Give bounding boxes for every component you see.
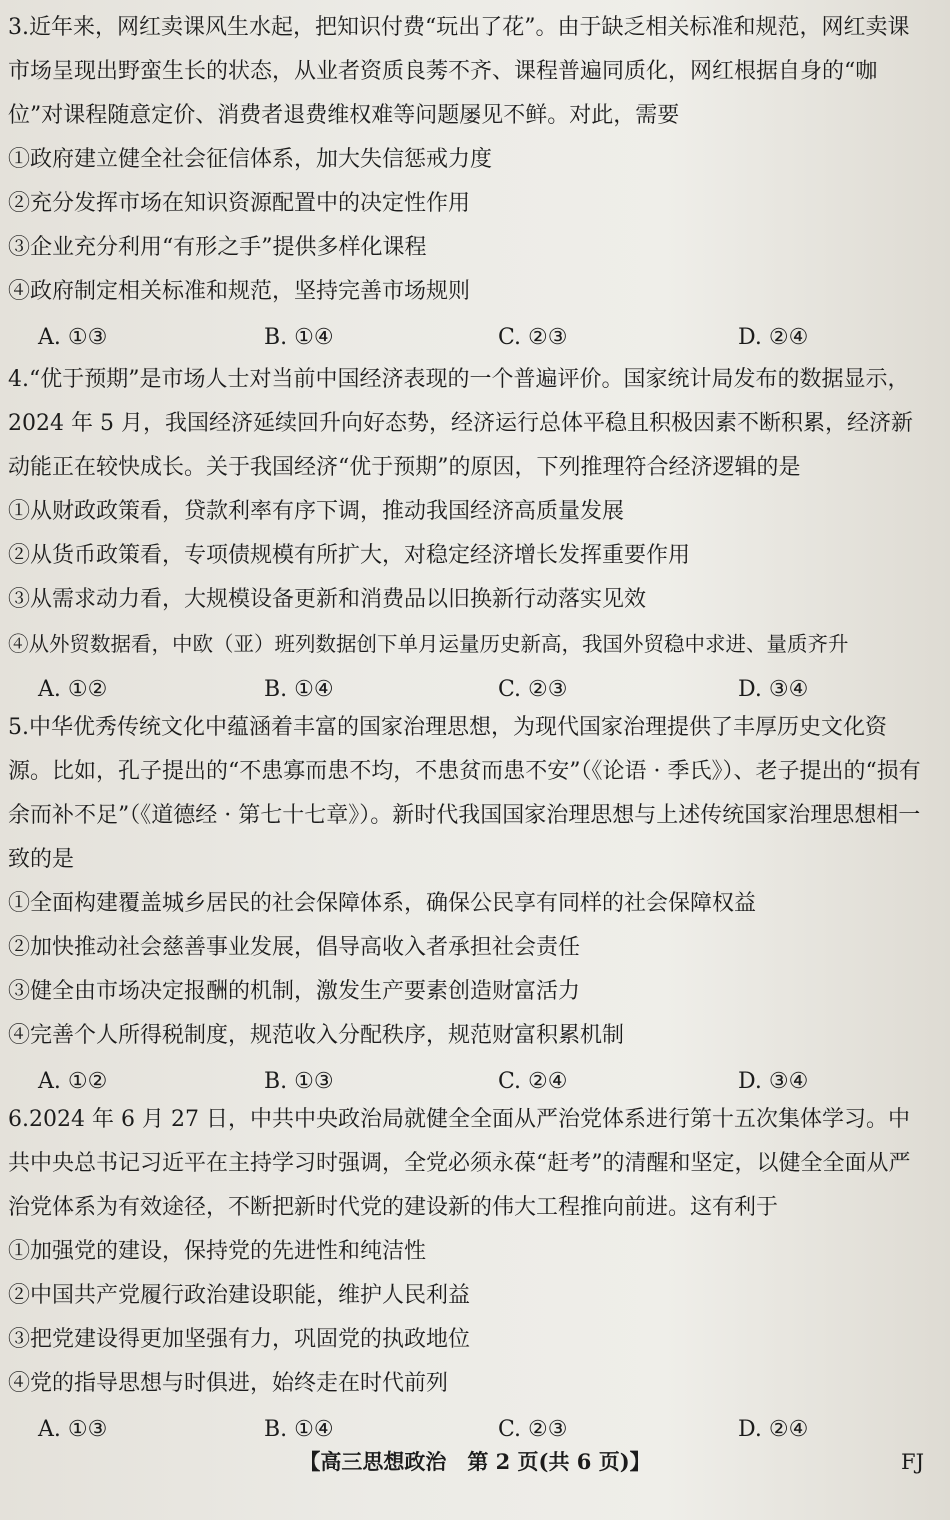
choice-d: D. ②④ <box>738 1417 809 1442</box>
choice-c: C. ②④ <box>498 1069 568 1094</box>
option-item: ④完善个人所得税制度，规范收入分配秩序，规范财富积累机制 <box>8 1023 625 1048</box>
choice-a: A. ①③ <box>38 325 108 350</box>
option-item: ④党的指导思想与时俱进，始终走在时代前列 <box>8 1371 449 1396</box>
option-item: ③从需求动力看，大规模设备更新和消费品以旧换新行动落实见效 <box>8 587 647 612</box>
choice-b: B. ①③ <box>264 1069 334 1094</box>
page-number: 【高三思想政治 第 2 页(共 6 页)】 <box>299 1449 651 1474</box>
option-item: ③企业充分利用“有形之手”提供多样化课程 <box>8 235 427 260</box>
question-stem: 5.中华优秀传统文化中蕴涵着丰富的国家治理思想，为现代国家治理提供了丰厚历史文化资源。比如，孔子提出的“不患寡而患不均，不患贫而患不安”（《论语 · 季氏》）、老子提出的“损有余而补不足”（《道德经 · 第七十七章》）。新时代我国国家治理思想与上述传统国家治理思想相一致的是 <box>8 715 921 872</box>
choice-d: D. ②④ <box>738 325 809 350</box>
option-item: ①加强党的建设，保持党的先进性和纯洁性 <box>8 1239 427 1264</box>
option-item: ①政府建立健全社会征信体系，加大失信惩戒力度 <box>8 147 493 172</box>
question-3 <box>8 6 928 360</box>
choice-d: D. ③④ <box>738 677 809 702</box>
option-item: ③健全由市场决定报酬的机制，激发生产要素创造财富活力 <box>8 979 581 1004</box>
option-item: ④从外贸数据看，中欧（亚）班列数据创下单月运量历史新高，我国外贸稳中求进、量质齐升 <box>8 632 849 656</box>
choice-a: A. ①② <box>38 1069 108 1094</box>
choice-a: A. ①② <box>38 677 108 702</box>
choice-b: B. ①④ <box>264 325 334 350</box>
choice-c: C. ②③ <box>498 325 568 350</box>
option-item: ①从财政政策看，贷款利率有序下调，推动我国经济高质量发展 <box>8 499 625 524</box>
question-stem: 3.近年来，网红卖课风生水起，把知识付费“玩出了花”。由于缺乏相关标准和规范，网红卖课市场呈现出野蛮生长的状态，从业者资质良莠不齐、课程普遍同质化，网红根据自身的“咖位”对课程随意定价、消费者退费维权难等问题屡见不鲜。对此，需要 <box>8 15 910 128</box>
question-4 <box>8 358 928 712</box>
choice-b: B. ①④ <box>264 1417 334 1442</box>
answer-choices <box>8 316 928 360</box>
option-item: ④政府制定相关标准和规范，坚持完善市场规则 <box>8 279 471 304</box>
choice-c: C. ②③ <box>498 677 568 702</box>
option-item: ②从货币政策看，专项债规模有所扩大，对稳定经济增长发挥重要作用 <box>8 543 691 568</box>
option-item: ①全面构建覆盖城乡居民的社会保障体系，确保公民享有同样的社会保障权益 <box>8 891 757 916</box>
option-item: ②中国共产党履行政治建设职能，维护人民利益 <box>8 1283 471 1308</box>
question-6 <box>8 1098 928 1452</box>
option-item: ③把党建设得更加坚强有力，巩固党的执政地位 <box>8 1327 471 1352</box>
choice-d: D. ③④ <box>738 1069 809 1094</box>
page-footer <box>0 1442 950 1482</box>
choice-a: A. ①③ <box>38 1417 108 1442</box>
paper-code: FJ <box>901 1450 924 1474</box>
option-item: ②充分发挥市场在知识资源配置中的决定性作用 <box>8 191 471 216</box>
question-stem: 6.2024 年 6 月 27 日，中共中央政治局就健全全面从严治党体系进行第十五次集体学习。中共中央总书记习近平在主持学习时强调，全党必须永葆“赶考”的清醒和坚定，以健全全面从严治党体系为有效途径，不断把新时代党的建设新的伟大工程推向前进。这有利于 <box>8 1107 911 1220</box>
option-item: ②加快推动社会慈善事业发展，倡导高收入者承担社会责任 <box>8 935 581 960</box>
choice-c: C. ②③ <box>498 1417 568 1442</box>
question-stem: 4.“优于预期”是市场人士对当前中国经济表现的一个普遍评价。国家统计局发布的数据显示，2024 年 5 月，我国经济延续回升向好态势，经济运行总体平稳且积极因素不断积累，经济新动能正在较快成长。关于我国经济“优于预期”的原因，下列推理符合经济逻辑的是 <box>8 367 913 480</box>
question-5 <box>8 706 928 1104</box>
choice-b: B. ①④ <box>264 677 334 702</box>
